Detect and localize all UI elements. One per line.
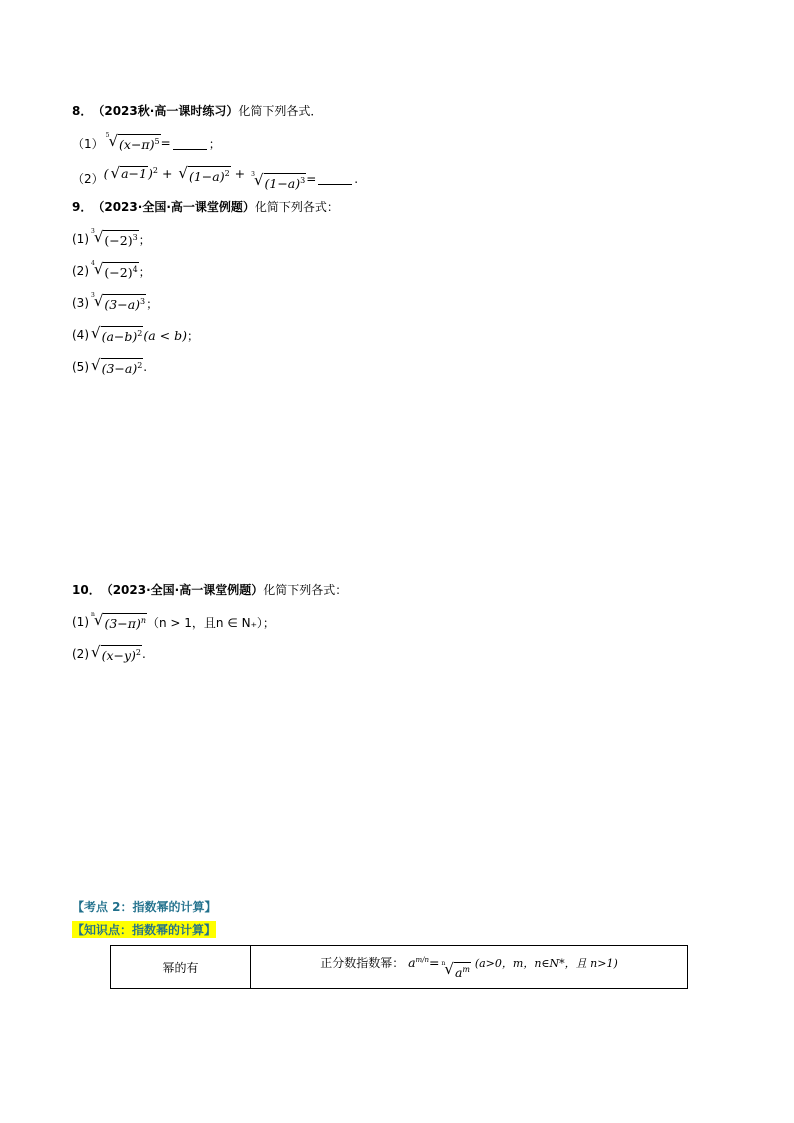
q9-part1-label: (1) [72,232,89,247]
q9-part2-expr: 4 √ $(-2)^4$ [91,260,138,281]
q10-part1-label: (1) [72,615,89,630]
q8-part1-expr: 5 √ $(x-\pi)^5$ [105,132,160,153]
q8-source: （2023秋·高一课时练习） [92,104,239,118]
knowledge-table [110,945,688,989]
table-cell-formula [251,946,688,989]
kaodian-heading: 【考点 2：指数幂的计算】 [72,900,217,914]
q8-part2-label: （2） [72,172,104,187]
formula-prefix: 正分数指数幂： [320,955,405,970]
q9-part3-label: (3) [72,296,89,311]
table-row [111,946,688,989]
answer-blank[interactable] [173,137,207,150]
q10-part1-condition: （n > 1，且n ∈ N₊）； [147,615,275,630]
q9-instruction: 化简下列各式： [254,200,339,214]
q8-part2-expr: ( √ a−1 )$^2$ + √ $(1-a)^2$ + 3 √ $(1-a)^3$ [103,164,306,192]
q10-number: 10． [72,583,101,597]
q10-part1-expr: n √ $(3-\pi)^n$ [91,611,146,632]
answer-blank[interactable] [318,172,352,185]
q9-header [72,198,339,215]
q10-part2-expr: √ $(x-y)^2$ [91,643,141,664]
q8-header [72,102,322,119]
q10-source: （2023·全国·高一课堂例题） [100,583,264,597]
q9-part4: (4) √ $(a-b)^2$ (a < b) ； [72,324,199,345]
fractional-exponent-formula: $a^{m/n}=$ n √ $a^m$ [408,954,470,981]
q9-part2-label: (2) [72,264,89,279]
q10-part2-label: (2) [72,647,89,662]
table-cell-topic [111,946,251,989]
q10-instruction: 化简下列各式： [263,583,348,597]
q8-part1: （1） 5 √ $(x-\pi)^5$ = ； [72,132,221,153]
q9-part4-expr: √ $(a-b)^2$ [91,324,143,345]
q9-part2: (2) 4 √ $(-2)^4$ ； [72,260,151,281]
q9-part3: (3) 3 √ $(3-a)^3$ ； [72,292,159,313]
q9-part4-label: (4) [72,328,89,343]
formula-condition: (a>0，m，n∈N*，且 n>1) [474,956,618,970]
q10-part2: (2) √ $(x-y)^2$ . [72,643,146,664]
q9-part3-expr: 3 √ $(3-a)^3$ [91,292,146,313]
q10-part1 [72,613,275,631]
q9-part1-expr: 3 √ $(-2)^3$ [91,228,138,249]
table-topic-text: 幂的有 [162,960,199,975]
zhishidian-heading: 【知识点：指数幂的计算】 [72,923,217,937]
q9-source: （2023·全国·高一课堂例题） [92,200,255,214]
q9-part5: (5) √ $(3-a)^2$ . [72,356,148,377]
q9-part5-label: (5) [72,360,89,375]
q9-part5-expr: √ $(3-a)^2$ [91,356,143,377]
q9-part1: (1) 3 √ $(-2)^3$ ； [72,228,151,249]
q9-number: 9． [72,200,93,214]
q10-header [72,581,347,598]
q9-part4-condition: (a < b) [143,327,187,343]
q8-number: 8． [72,104,93,118]
q8-part2: （2） ( √ a−1 )$^2$ + √ $(1-a)^2$ + 3 √ $(1-a)^3$ = . [72,164,359,192]
q8-instruction: 化简下列各式． [238,104,323,118]
q8-part1-label: （1） [72,136,104,151]
